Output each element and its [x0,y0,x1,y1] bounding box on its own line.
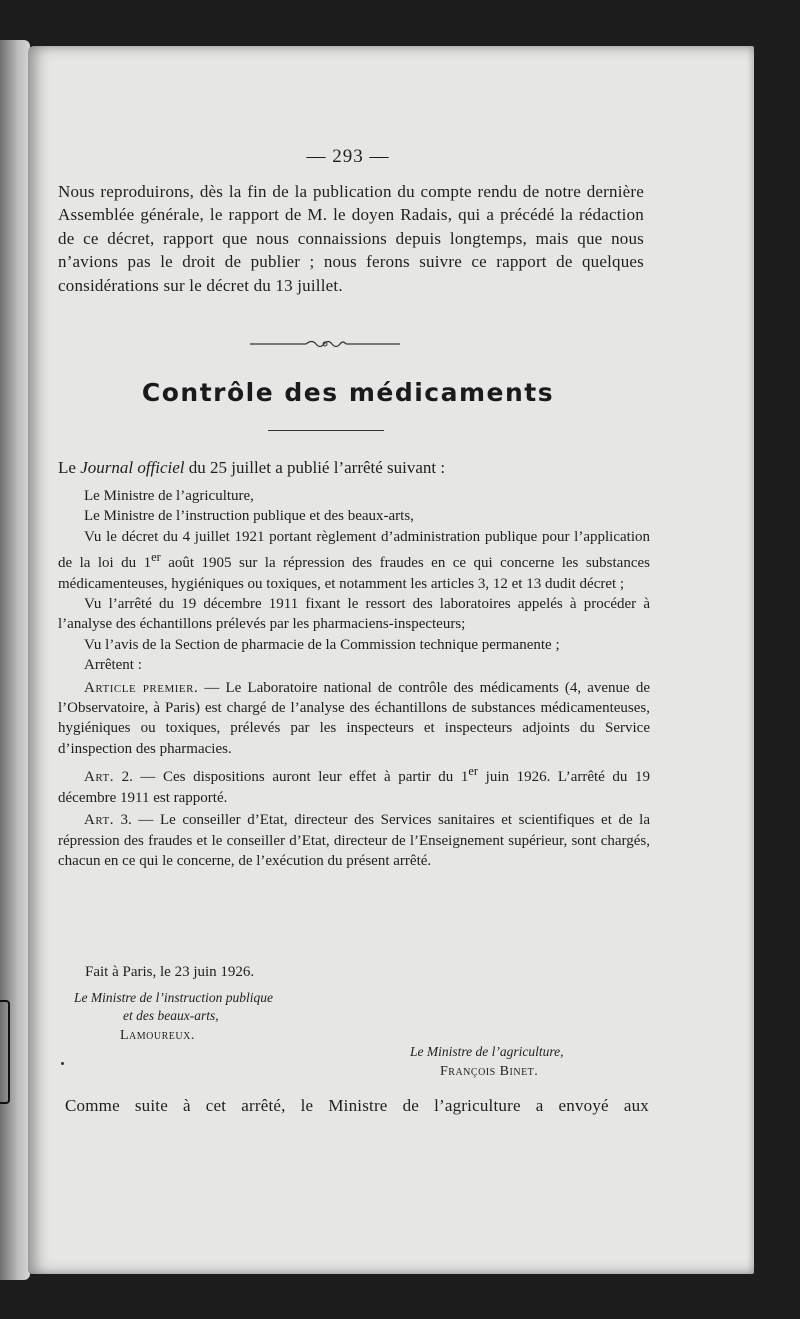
closing-line: Comme suite à cet arrêté, le Ministre de l’agriculture a envoyé aux [65,1096,649,1115]
signatory-1-title-cont: et des beaux-arts, [123,1008,219,1023]
decree-article-1 [58,678,650,760]
decree-vu-1-sup: er [151,550,161,565]
section-title: Contrôle des médicaments [141,378,555,407]
article-1-label: Article premier. [84,679,199,696]
ink-speck [61,1062,64,1065]
article-2-label: Art. [84,769,114,786]
article-2-text-b: juin 1926. L’arrêté du 19 décembre 1911 est rapporté. [58,769,651,806]
ornament-divider [250,334,400,354]
decree-minister-agriculture: Le Ministre de l’agriculture, [84,488,254,504]
previous-page-bracket [0,1000,10,1104]
decree-article-2 [58,761,650,808]
signatory-1-name: Lamoureux. [120,1028,195,1043]
intro-paragraph: Nous reproduirons, dès la fin de la publication du compte rendu de notre dernière Assemblée générale, le rapport de M. le doyen Radais, qui a précédé la rédaction de ce décret, rapport que nous connaissions depuis longtemps, mais que nous n’avions pas le droit de publier ; nous ferons suivre ce rapport de quelques considérations sur le décret du 13 juillet. [58,182,644,295]
signed-place-date: Fait à Paris, le 23 juin 1926. [85,964,255,980]
decree-minister-instruction: Le Ministre de l’instruction publique et des beaux-arts, [84,508,414,525]
signatory-2-title: Le Ministre de l’agriculture, [410,1044,564,1059]
article-2-sup: er [468,764,479,779]
page-number: — 293 — [306,146,390,167]
decree-vu-3: Vu l’avis de la Section de pharmacie de la Commission technique permanente ; [84,636,560,653]
article-3-text: 3. — Le conseiller d’Etat, directeur des Services sanitaires et scientifiques et de la répression des fraudes et le conseiller d’Etat, directeur de l’Enseignement supérieur, sont chargés, chacun en ce qui le concerne, de l’exécution du présent arrêté. [58,812,650,869]
decree-vu-2: Vu l’arrêté du 19 décembre 1911 fixant le ressort des laboratoires appelés à procéder à l’analyse des échantillons prélevés par les pharmaciens-inspecteurs; [58,596,650,633]
article-3-label: Art. [84,812,114,829]
title-underline [268,430,384,431]
journal-prefix: Le [58,458,81,477]
journal-name: Journal officiel [80,458,185,477]
decree-vu-1 [58,527,650,594]
decree-article-3 [58,810,650,871]
signatory-2-name: François Binet. [440,1064,539,1079]
decree-arretent: Arrêtent : [84,657,142,674]
decree-text [58,486,650,871]
article-2-text-a: 2. — Ces dispositions auront leur effet à partir du 1 [113,769,469,786]
document-page [28,46,754,1274]
signatory-1-title: Le Ministre de l’instruction publique [74,990,273,1005]
decree-vu-1-b: août 1905 sur la répression des fraudes en ce qui concerne les substances médicamenteuses, hygiéniques ou toxiques, et notamment les articles 3, 12 et 13 dudit décret ; [58,555,650,592]
article-1-text: — Le Laboratoire national de contrôle des médicaments (4, avenue de l’Observatoire, à Paris) est chargé de l’analyse des échantillons de substances médicamenteuses, hygiéniques ou toxiques, prélevés par les inspecteurs et inspecteurs adjoints du Service d’inspection des pharmacies. [58,679,650,757]
journal-announcement [58,456,658,479]
decree-vu-1-a: Vu le décret du 4 juillet 1921 portant règlement d’administration publique pour l’application de la loi du 1 [58,528,650,572]
journal-suffix: du 25 juillet a publié l’arrêté suivant : [184,458,446,477]
